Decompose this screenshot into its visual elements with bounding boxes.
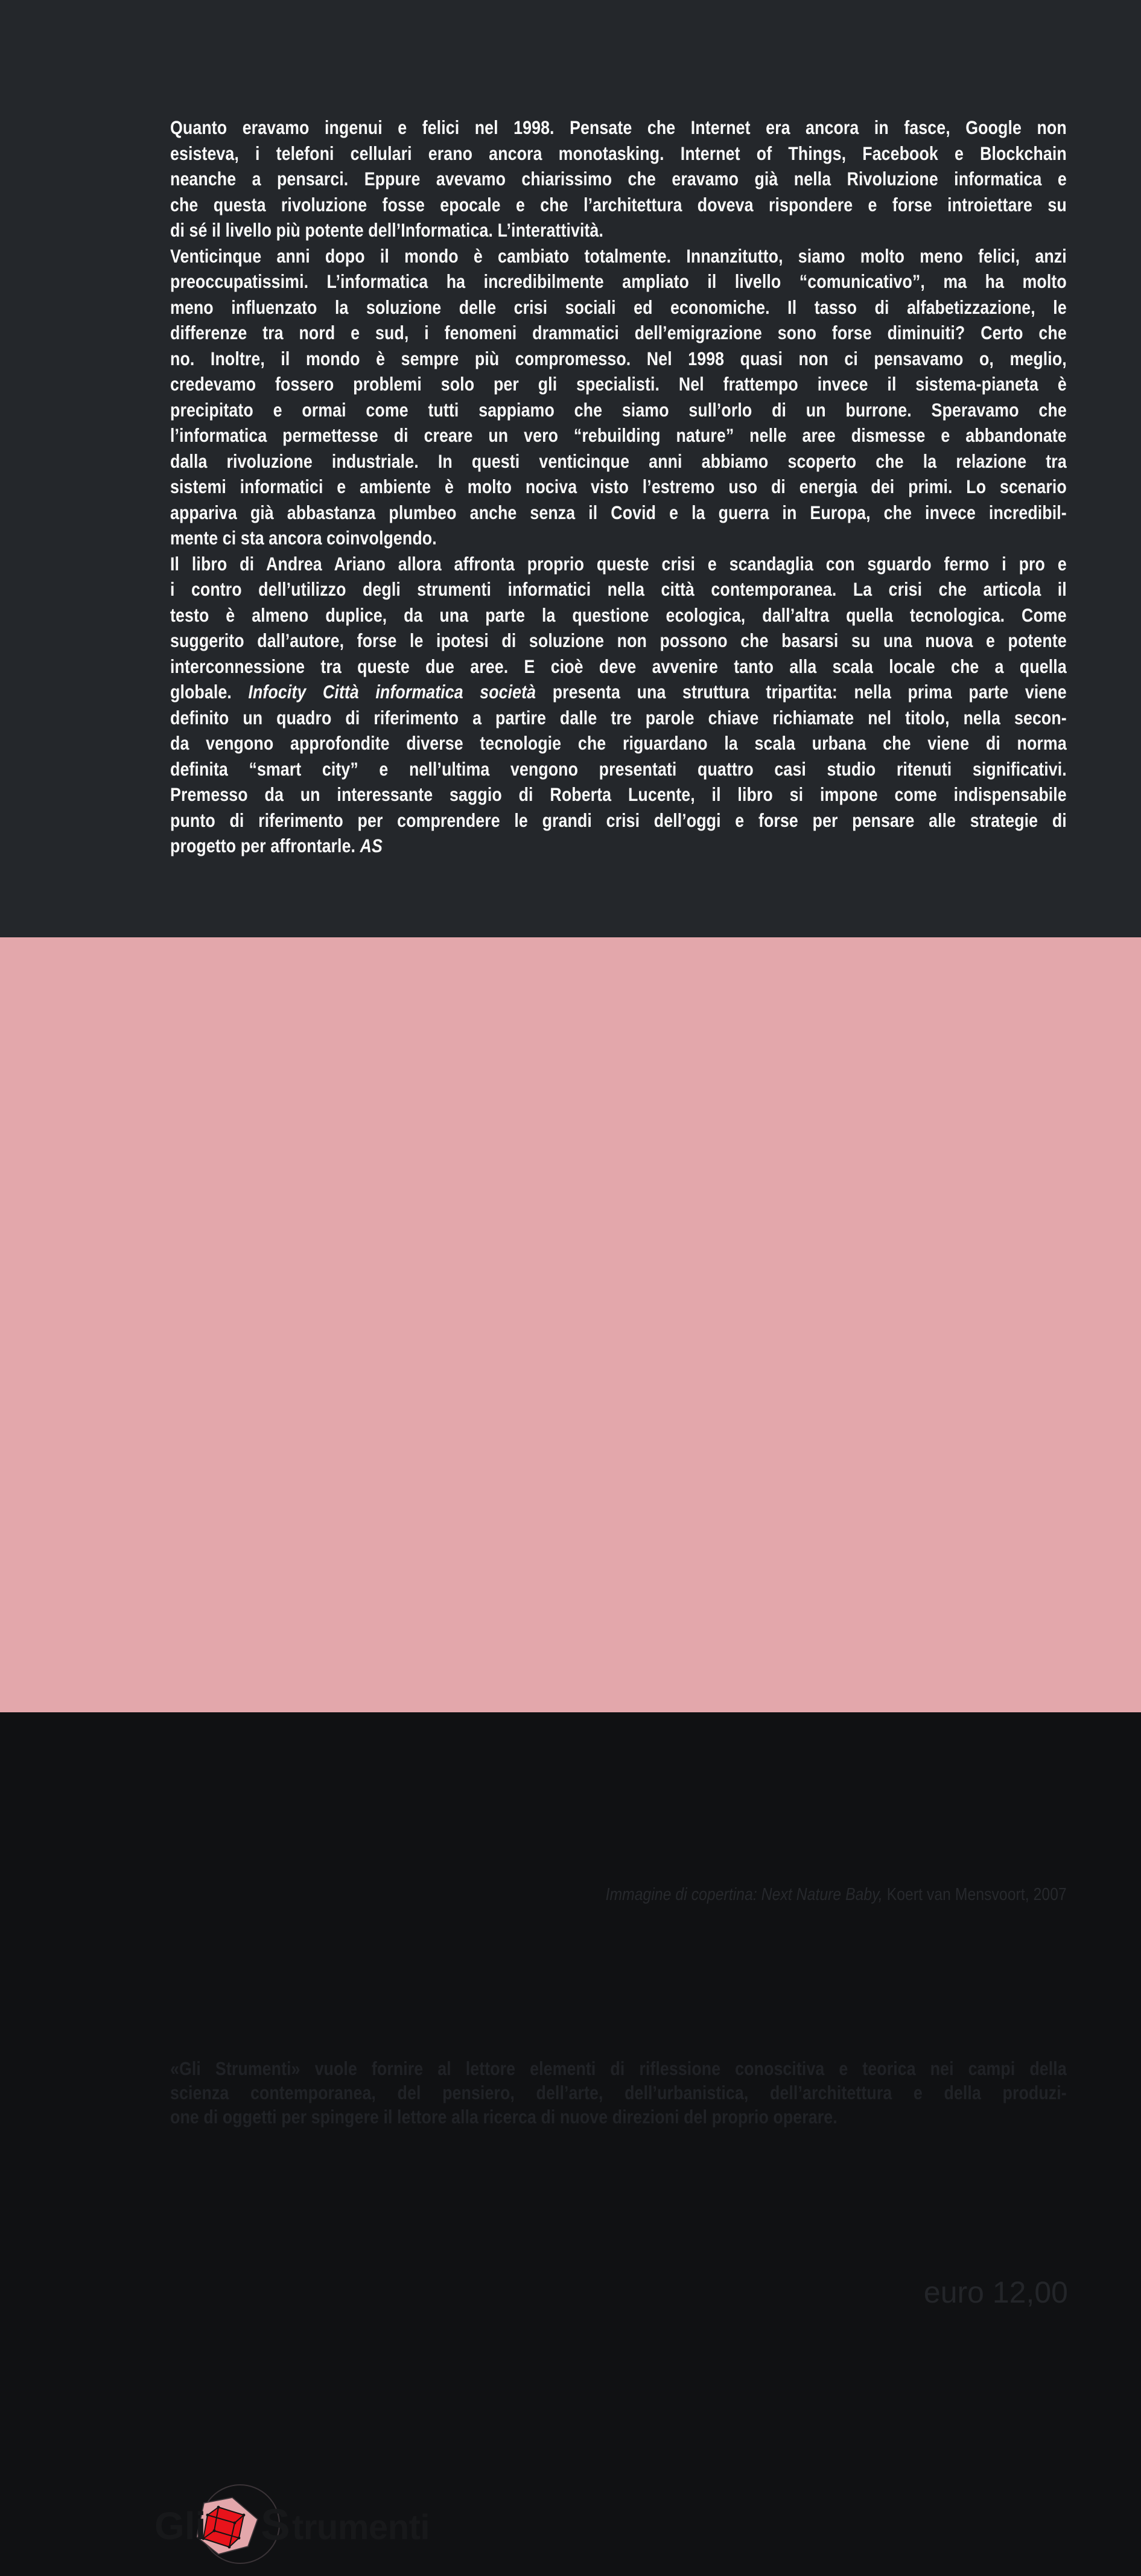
text-line: definito un quadro di riferimento a partire dalle tre parole chiave richiamate nel titolo, nella secon- xyxy=(170,706,1067,728)
text-line: appariva già abbastanza plumbeo anche senza il Covid e la guerra in Europa, che invece incredibil- xyxy=(170,501,1067,523)
text-line: che questa rivoluzione fosse epocale e che l’architettura doveva rispondere e forse introiettare su xyxy=(170,193,1067,215)
text-line: neanche a pensarci. Eppure avevamo chiarissimo che eravamo già nella Rivoluzione informatica e xyxy=(170,168,1067,190)
text-line: l’informatica permettesse di creare un vero “rebuilding nature” nelle aree dismesse e abbandonate xyxy=(170,424,1067,446)
pink-panel xyxy=(0,937,1141,2549)
text-line: mente ci sta ancora coinvolgendo. xyxy=(170,527,437,549)
text-line: Venticinque anni dopo il mondo è cambiato totalmente. Innanzitutto, siamo molto meno felici, anzi xyxy=(170,244,1067,267)
text-line: preoccupatissimi. L’informatica ha incredibilmente ampliato il livello “comunicativo”, ma ha molto xyxy=(170,270,1067,292)
text-line: esisteva, i telefoni cellulari erano ancora monotasking. Internet of Things, Facebook e Blockchain xyxy=(170,142,1067,164)
text-line: testo è almeno duplice, da una parte la questione ecologica, dall’altra quella tecnologica. Come xyxy=(170,604,1067,626)
text-line: suggerito dall’autore, forse le ipotesi di soluzione non possono che basarsi su una nuova e potente xyxy=(170,630,1067,651)
text-line: interconnessione tra queste due aree. E cioè deve avvenire tanto alla scala locale che a quella xyxy=(170,655,1067,677)
text-line: progetto per affrontarle. AS xyxy=(170,835,383,856)
text-line: «Gli Strumenti» vuole fornire al lettore elementi di riflessione conoscitiva e teorica nei campi della xyxy=(170,2058,1067,2079)
logo-word-trumenti: trumenti xyxy=(292,2508,430,2547)
text-line: Premesso da un interessante saggio di Roberta Lucente, il libro si impone come indispensabile xyxy=(170,783,1067,805)
text-line: no. Inoltre, il mondo è sempre più compromesso. Nel 1998 quasi non ci pensavamo o, meglio, xyxy=(170,347,1067,369)
text-line: da vengono approfondite diverse tecnologie che riguardano la scala urbana che viene di norma xyxy=(170,732,1067,754)
text-line: precipitato e ormai come tutti sappiamo che siamo sull’orlo di un burrone. Speravamo che xyxy=(170,398,1067,421)
text-line: sistemi informatici e ambiente è molto nociva visto l’estremo uso di energia dei primi. Lo scenario xyxy=(170,476,1067,497)
text-line: punto di riferimento per comprendere le grandi crisi dell’oggi e forse per pensare alle strategie di xyxy=(170,809,1067,831)
series-description xyxy=(170,2056,1067,2129)
price-label: euro 12,00 xyxy=(923,2275,1068,2309)
back-cover-text xyxy=(170,115,1067,859)
text-line: definita “smart city” e nell’ultima vengono presentati quattro casi studio ritenuti significativi. xyxy=(170,757,1067,780)
text-line: di sé il livello più potente dell’Informatica. L’interattività. xyxy=(170,219,604,241)
text-line: meno influenzato la soluzione delle crisi sociali ed economiche. Il tasso di alfabetizzazione, le xyxy=(170,296,1067,318)
text-line: scienza contemporanea, del pensiero, dell’arte, dell’urbanistica, dell’architettura e della produzi- xyxy=(170,2082,1067,2103)
text-line: i contro dell’utilizzo degli strumenti informatici nella città contemporanea. La crisi che articola il xyxy=(170,578,1067,600)
text-line: Il libro di Andrea Ariano allora affronta proprio queste crisi e scandaglia con sguardo fermo i pro e xyxy=(170,552,1067,575)
text-line: credevamo fossero problemi solo per gli specialisti. Nel frattempo invece il sistema-pianeta è xyxy=(170,373,1067,395)
text-line: differenze tra nord e sud, i fenomeni drammatici dell’emigrazione sono forse diminuiti? Certo che xyxy=(170,322,1067,343)
cover-image-credit: Immagine di copertina: Next Nature Baby, Koert van Mensvoort, 2007 xyxy=(605,1885,1067,1904)
text-line: one di oggetti per spingere il lettore alla ricerca di nuove direzioni del proprio operare. xyxy=(170,2106,837,2128)
logo-initial-s: S xyxy=(261,2501,290,2549)
text-line: dalla rivoluzione industriale. In questi venticinque anni abbiamo scoperto che la relazione tra xyxy=(170,450,1067,472)
gli-strumenti-logo xyxy=(139,2473,477,2576)
logo-word-gli: Gli xyxy=(154,2504,206,2548)
text-line: globale. Infocity Città informatica società presenta una struttura tripartita: nella prima parte viene xyxy=(170,681,1067,703)
text-line: Quanto eravamo ingenui e felici nel 1998. Pensate che Internet era ancora in fasce, Google non xyxy=(170,116,1067,138)
dark-panel xyxy=(0,0,1141,937)
